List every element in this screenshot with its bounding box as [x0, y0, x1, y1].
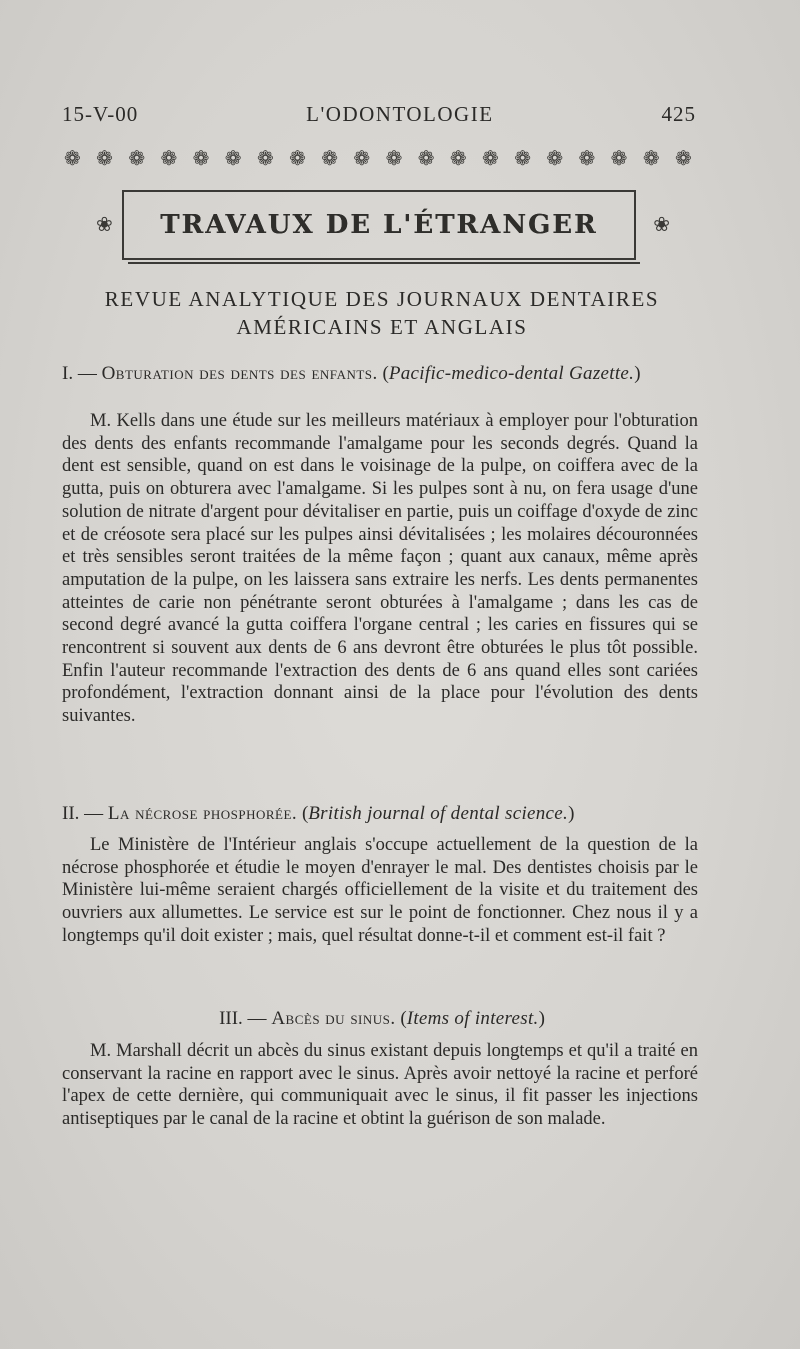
ornament-icon: ❁: [674, 148, 692, 170]
article-2-heading: [62, 802, 702, 825]
ornament-icon: ❁: [224, 148, 242, 170]
section-title-line-1: REVUE ANALYTIQUE DES JOURNAUX DENTAIRES: [104, 287, 660, 311]
section-title: [62, 285, 702, 341]
decorative-border: [64, 146, 692, 171]
article-1-heading: [62, 362, 702, 385]
article-1-source: Pacific-medico-dental Gazette.: [388, 363, 635, 384]
ornament-icon: ❁: [514, 148, 531, 170]
article-2-source-close: ): [568, 803, 575, 824]
issue-date: 15-V-00: [62, 102, 139, 126]
article-3-title: Abcès du sinus.: [271, 1008, 396, 1029]
article-2-source: British journal of dental science.: [308, 803, 569, 824]
article-3-source: Items of interest.: [406, 1008, 539, 1029]
article-1-source-open: (: [382, 363, 389, 384]
article-1-title: Obturation des dents des enfants.: [101, 363, 378, 384]
article-1-body: M. Kells dans une étude sur les meilleurs matériaux à employer pour l'obturation des dents des enfants recommande l'amalgame pour les seconds degrés. Quand la dent est sensible, quand on est dans le voisinage de la pulpe, on coiffera avec de la gutta, puis on obturera avec l'amalgame. Si les pulpes sont à nu, on fera usage d'une solution de nitrate d'argent pour dévitaliser en partie, puis un coiffage d'oxyde de zinc et de créosote sera placé sur les pulpes ainsi dévitalisées ; les molaires découronnées et très sensibles seront traitées de la même façon ; quant aux canaux, même après amputation de la pulpe, on les laissera sans extraire les nerfs. Les dents permanentes atteintes de carie non pénétrante seront obturées à l'amalgame ; dans les cas de second degré avancé la gutta coiffera l'organe central ; les caries en fissures qui se rencontrent si souvent aux dents de 6 ans devront être obturées le plus tôt possible. Enfin l'auteur recommande l'extraction des dents de 6 ans quand elles sont cariées profondément, l'extraction donnant ainsi de la place pour l'évolution des dents suivantes.: [62, 411, 698, 727]
article-2-numeral: II. —: [62, 803, 104, 824]
ornament-icon: ❁: [96, 148, 113, 170]
banner-text: TRAVAUX DE L'ÉTRANGER: [160, 210, 598, 240]
ornament-icon: ❁: [449, 148, 467, 170]
article-3-source-close: ): [538, 1008, 545, 1029]
article-3-body: M. Marshall décrit un abcès du sinus existant depuis longtemps et qu'il a traité en conservant la racine en rapport avec le sinus. Après avoir nettoyé la racine et perforé l'apex de cette dernière, qui communiquait avec le sinus, il fit passer les injections antiseptiques par le canal de la racine et obtint la guérison de son malade.: [62, 1041, 698, 1130]
article-3-heading: [62, 1007, 702, 1030]
journal-title: L'ODONTOLOGIE: [306, 102, 494, 126]
ornament-icon: ❁: [289, 148, 306, 170]
article-2-source-open: (: [301, 803, 309, 824]
ornament-icon: ❁: [417, 148, 435, 170]
ornament-icon: ❁: [578, 148, 596, 170]
ornament-icon: ❁: [546, 148, 564, 170]
section-banner: [96, 190, 670, 264]
ornament-icon: ❁: [256, 148, 274, 170]
ornament-icon: ❁: [353, 148, 371, 170]
fleuron-right-icon: ❀: [653, 214, 670, 236]
article-1-numeral: I. —: [62, 363, 97, 384]
section-title-line-2: AMÉRICAINS ET ANGLAIS: [236, 315, 528, 339]
page-number: 425: [661, 102, 696, 126]
ornament-icon: ❁: [64, 148, 81, 170]
ornament-icon: ❁: [482, 148, 499, 170]
ornament-icon: ❁: [385, 148, 403, 170]
article-3-numeral: III. —: [219, 1008, 267, 1029]
article-3-source-open: (: [400, 1008, 407, 1029]
article-2-body: Le Ministère de l'Intérieur anglais s'occupe actuellement de la question de la nécrose phosphorée et étudie le moyen d'enrayer le mal. Des dentistes choisis par le Ministère lui-même seraient chargés officiellement de la visite et du traitement des ouvriers aux allumettes. Le service est sur le point de fonctionner. Chez nous il y a longtemps qu'il doit exister ; mais, quel résultat donne-t-il et comment est-il fait ?: [62, 835, 698, 946]
ornament-icon: ❁: [642, 148, 660, 170]
article-2-title: La nécrose phosphorée.: [107, 803, 298, 824]
ornament-icon: ❁: [160, 148, 178, 170]
article-1-source-close: ): [634, 363, 641, 384]
ornament-icon: ❁: [192, 148, 210, 170]
banner-box: [122, 190, 636, 260]
running-header: [62, 102, 696, 127]
ornament-icon: ❁: [128, 148, 146, 170]
ornament-icon: ❁: [321, 148, 339, 170]
ornament-icon: ❁: [610, 148, 628, 170]
fleuron-left-icon: ❀: [96, 214, 113, 236]
